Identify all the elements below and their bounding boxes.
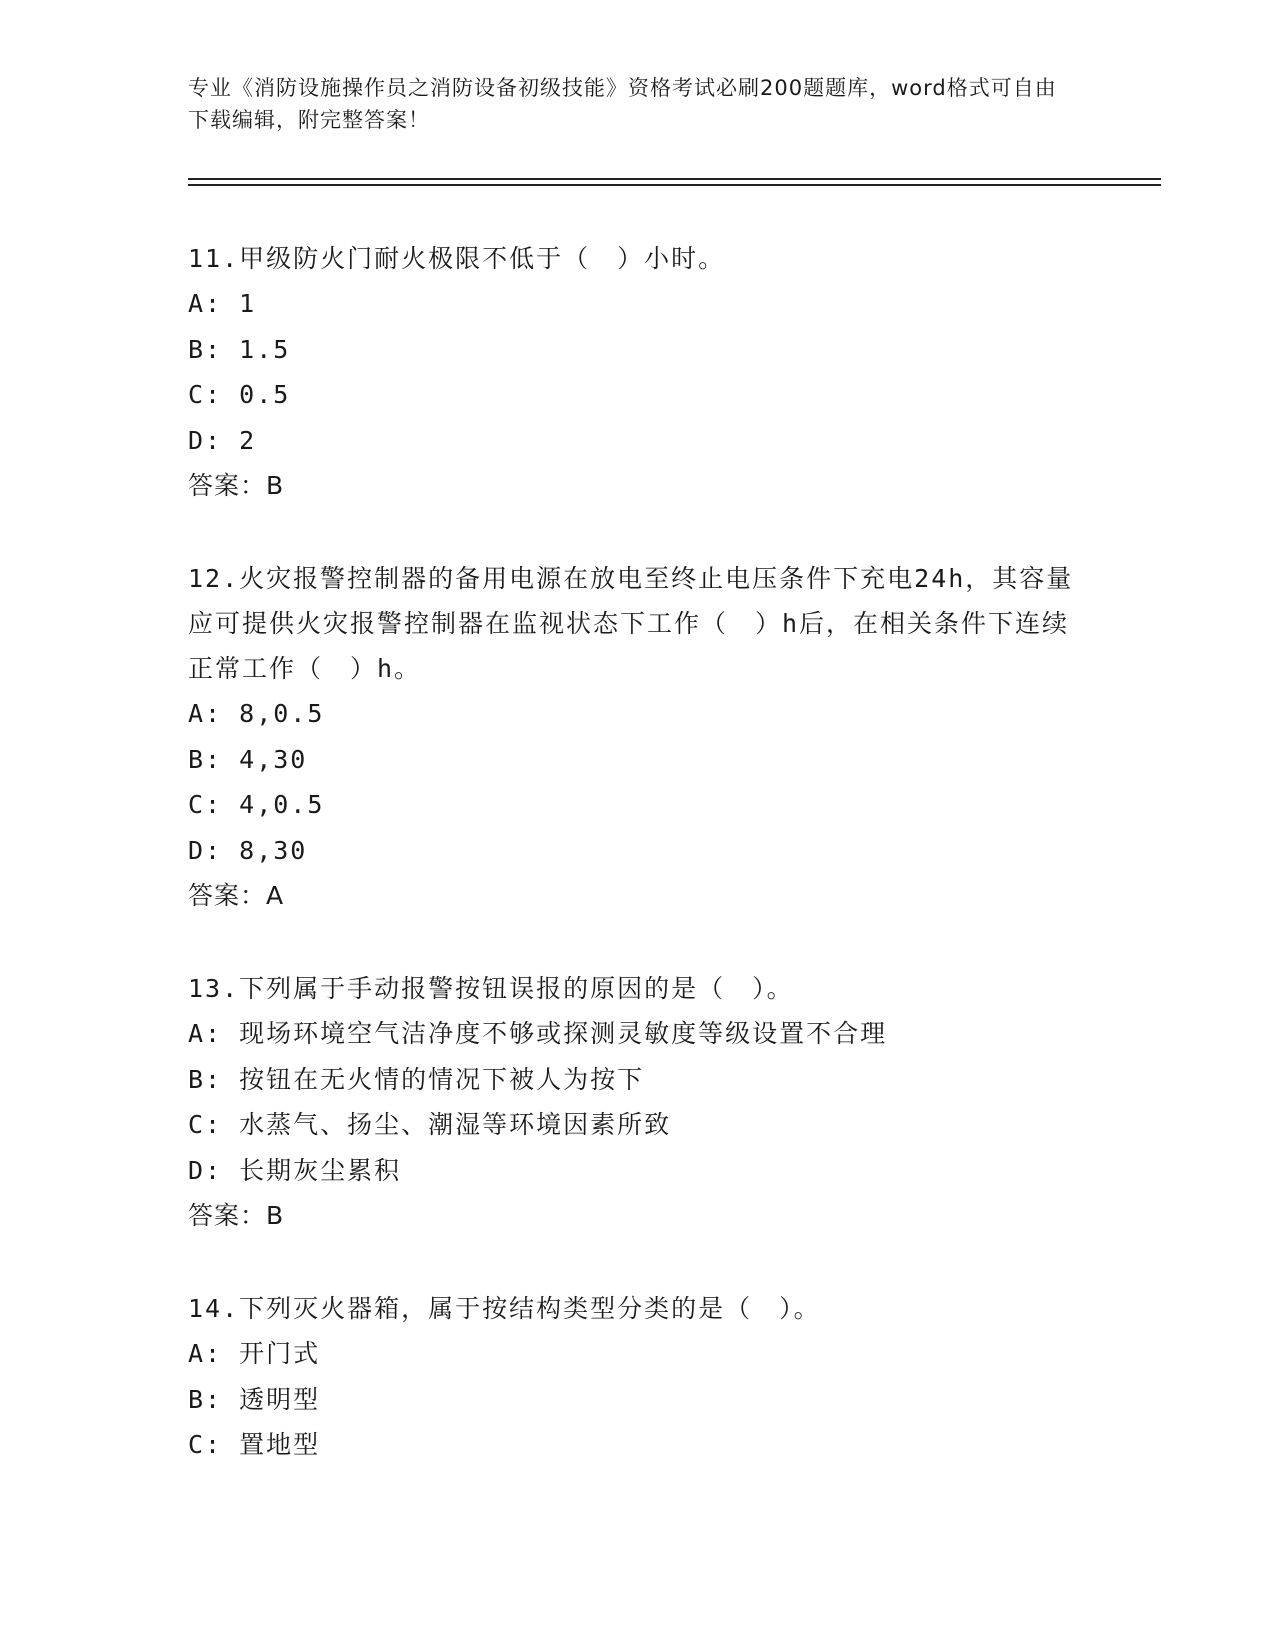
header-divider-line	[188, 178, 1161, 180]
question-stem: 14.下列灭火器箱，属于按结构类型分类的是（ ）。	[188, 1294, 821, 1323]
option-b: B: 按钮在无火情的情况下被人为按下	[188, 1064, 645, 1094]
option-d: D: 长期灰尘累积	[188, 1155, 402, 1185]
option-b: B: 透明型	[188, 1384, 321, 1414]
answer-label: 答案：B	[188, 471, 285, 500]
option-d: D: 8,30	[188, 835, 308, 865]
option-c: C: 4,0.5	[188, 790, 325, 819]
option-c: C: 置地型	[188, 1430, 321, 1459]
question-12	[188, 556, 1088, 918]
option-a: A: 开门式	[188, 1339, 321, 1368]
option-b: B: 1.5	[188, 334, 291, 364]
answer-label: 答案：A	[188, 881, 285, 910]
option-a: A: 8,0.5	[188, 699, 325, 728]
question-stem: 12.火灾报警控制器的备用电源在放电至终止电压条件下充电24h，其容量应可提供火灾报警控制器在监视状态下工作（ ）h后，在相关条件下连续正常工作（ ）h。	[188, 564, 1074, 683]
question-13	[188, 966, 1088, 1238]
option-c: C: 水蒸气、扬尘、潮湿等环境因素所致	[188, 1110, 672, 1139]
header-divider-line	[188, 184, 1161, 186]
option-d: D: 2	[188, 425, 257, 455]
question-14	[188, 1286, 1088, 1468]
question-stem: 13.下列属于手动报警按钮误报的原因的是（ ）。	[188, 974, 794, 1003]
question-stem: 11.甲级防火门耐火极限不低于（ ）小时。	[188, 244, 726, 273]
question-11	[188, 236, 1088, 508]
answer-label: 答案：B	[188, 1201, 285, 1230]
document-header: 专业《消防设施操作员之消防设备初级技能》资格考试必刷200题题库，word格式可自由下载编辑，附完整答案！	[188, 76, 1057, 132]
option-c: C: 0.5	[188, 380, 291, 409]
option-a: A: 现场环境空气洁净度不够或探测灵敏度等级设置不合理	[188, 1019, 888, 1048]
option-b: B: 4,30	[188, 744, 308, 774]
option-a: A: 1	[188, 289, 257, 318]
